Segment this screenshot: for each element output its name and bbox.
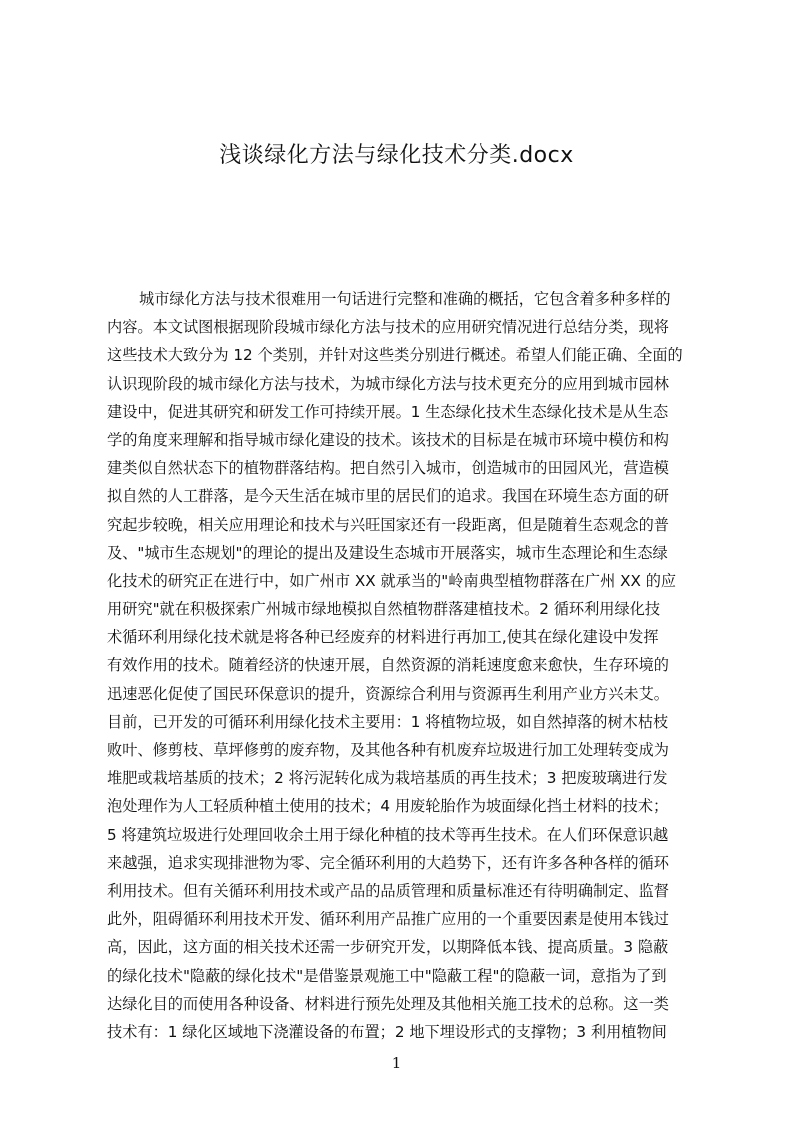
text-line: 内容。本文试图根据现阶段城市绿化方法与技术的应用研究情况进行总结分类，现将 (107, 318, 669, 337)
document-title: 浅谈绿化方法与绿化技术分类.docx (219, 143, 574, 168)
text-line: 的绿化技术"隐蔽的绿化技术"是借鉴景观施工中"隐蔽工程"的隐蔽一词，意指为了到 (107, 966, 667, 985)
text-line: 有效作用的技术。随着经济的快速开展，自然资源的消耗速度愈来愈快，生存环境的 (107, 656, 669, 675)
text-line: 术循环利用绿化技术就是将各种已经废弃的材料进行再加工,使其在绿化建设中发挥 (107, 628, 659, 647)
text-line: 来越强，追求实现排泄物为零、完全循环利用的大趋势下，还有许多各种各样的循环 (107, 853, 669, 872)
text-line: 建设中，促进其研究和研发工作可持续开展。1 生态绿化技术生态绿化技术是从生态 (107, 402, 669, 421)
text-line: 这些技术大致分为 12 个类别，并针对这些类分别进行概述。希望人们能正确、全面的 (107, 346, 683, 365)
text-line: 高，因此，这方面的相关技术还需一步研究开发，以期降低本钱、提高质量。3 隐蔽 (107, 938, 669, 957)
text-line: 败叶、修剪枝、草坪修剪的废弃物，及其他各种有机废弃垃圾进行加工处理转变成为 (107, 741, 669, 759)
text-line: 及、"城市生态规划"的理论的提出及建设生态城市开展落实，城市生态理论和生态绿 (107, 543, 668, 562)
text-line: 学的角度来理解和指导城市绿化建设的技术。该技术的目标是在城市环境中模仿和构 (107, 430, 669, 449)
page-number: 1 (391, 1054, 402, 1072)
body-paragraph (107, 285, 699, 1041)
text-line: 城市绿化方法与技术很难用一句话进行完整和准确的概括，它包含着多种多样的 (139, 290, 671, 308)
text-line: 究起步较晚，相关应用理论和技术与兴旺国家还有一段距离，但是随着生态观念的普 (107, 515, 669, 534)
text-line: 达绿化目的而使用各种设备、材料进行预先处理及其他相关施工技术的总称。这一类 (107, 994, 669, 1013)
text-line: 泡处理作为人工轻质种植土使用的技术；4 用废轮胎作为坡面绿化挡土材料的技术； (107, 797, 669, 816)
text-line: 5 将建筑垃圾进行处理回收余土用于绿化种植的技术等再生技术。在人们环保意识越 (107, 825, 669, 844)
text-line: 迅速恶化促使了国民环保意识的提升，资源综合利用与资源再生利用产业方兴未艾。 (107, 684, 669, 703)
text-line: 拟自然的人工群落，是今天生活在城市里的居民们的追求。我国在环境生态方面的研 (107, 487, 669, 506)
text-line: 技术有：1 绿化区域地下浇灌设备的布置；2 地下埋设形式的支撑物；3 利用植物间 (107, 1022, 667, 1041)
text-line: 此外，阻碍循环利用技术开发、循环利用产品推广应用的一个重要因素是使用本钱过 (107, 910, 669, 929)
text-line: 建类似自然状态下的植物群落结构。把自然引入城市，创造城市的田园风光，营造模 (107, 459, 669, 478)
text-line: 化技术的研究正在进行中，如广州市 XX 就承当的"岭南典型植物群落在广州 XX 的应 (107, 571, 677, 590)
text-line: 认识现阶段的城市绿化方法与技术，为城市绿化方法与技术更充分的应用到城市园林 (107, 374, 669, 393)
text-line: 用研究"就在积极探索广州城市绿地模拟自然植物群落建植技术。2 循环利用绿化技 (107, 600, 661, 619)
text-line: 利用技术。但有关循环利用技术或产品的品质管理和质量标准还有待明确制定、监督 (107, 881, 669, 900)
text-line: 目前，已开发的可循环利用绿化技术主要用：1 将植物垃圾，如自然掉落的树木枯枝 (107, 712, 669, 731)
text-line: 堆肥或栽培基质的技术；2 将污泥转化成为栽培基质的再生技术；3 把废玻璃进行发 (107, 769, 668, 788)
